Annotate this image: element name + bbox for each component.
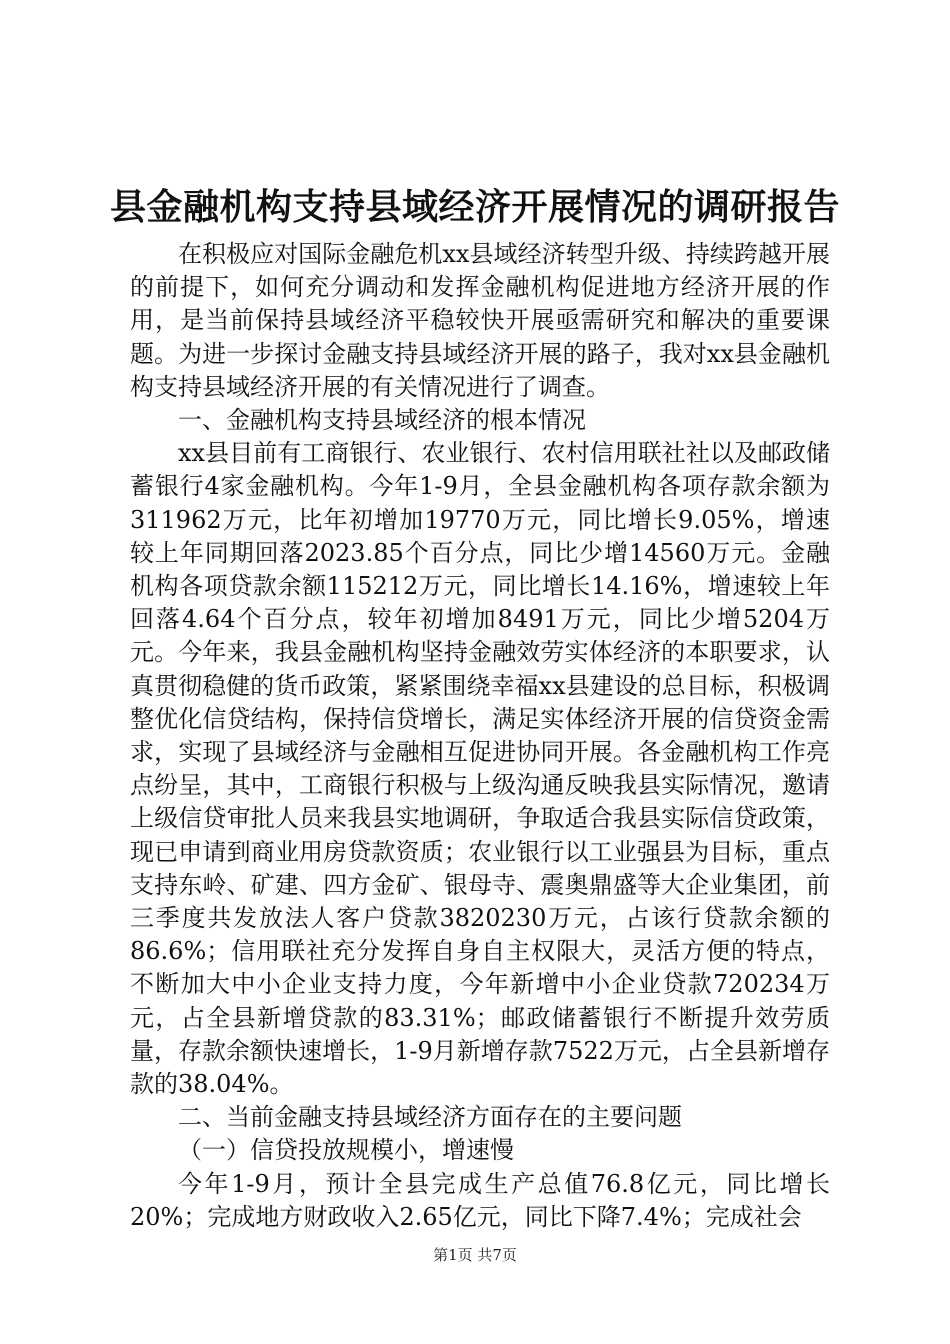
paragraph-intro: 在积极应对国际金融危机xx县域经济转型升级、持续跨越开展的前提下，如何充分调动和发挥金融机构促进地方经济开展的作用，是当前保持县域经济平稳较快开展亟需研究和解决的重要课题。为进一步探讨金融支持县域经济开展的路子，我对xx县金融机构支持县域经济开展的有关情况进行了调查。 bbox=[130, 240, 830, 401]
document-title: 县金融机构支持县域经济开展情况的调研报告 bbox=[109, 187, 840, 228]
page-indicator: 第1页 共7页 bbox=[433, 1246, 517, 1264]
paragraph-basic-situation: xx县目前有工商银行、农业银行、农村信用联社社以及邮政储蓄银行4家金融机构。今年1-9月，全县金融机构各项存款余额为311962万元，比年初增加19770万元，同比增长9.05%，增速较上年同期回落2023.85个百分点，同比少增14560万元。金融机构各项贷款余额115212万元，同比增长14.16%，增速较上年回落4.64个百分点，较年初增加8491万元，同比少增5204万元。今年来，我县金融机构坚持金融效劳实体经济的本职要求，认真贯彻稳健的货币政策，紧紧围绕幸福xx县建设的总目标，积极调整优化信贷结构，保持信贷增长，满足实体经济开展的信贷资金需求，实现了县域经济与金融相互促进协同开展。各金融机构工作亮点纷呈，其中，工商银行积极与上级沟通反映我县实际情况，邀请上级信贷审批人员来我县实地调研，争取适合我县实际信贷政策，现已申请到商业用房贷款资质；农业银行以工业强县为目标，重点支持东岭、矿建、四方金矿、银母寺、震奥鼎盛等大企业集团，前三季度共发放法人客户贷款3820230万元，占该行贷款余额的86.6%；信用联社充分发挥自身自主权限大，灵活方便的特点，不断加大中小企业支持力度，今年新增中小企业贷款720234万元，占全县新增贷款的83.31%；邮政储蓄银行不断提升效劳质量，存款余额快速增长，1-9月新增存款7522万元，占全县新增存款的38.04%。 bbox=[130, 439, 830, 1099]
document-body bbox=[130, 238, 830, 1234]
section-heading-1: 一、金融机构支持县域经济的根本情况 bbox=[178, 406, 586, 435]
subsection-heading-1: （一）信贷投放规模小，增速慢 bbox=[178, 1136, 514, 1165]
section-heading-2: 二、当前金融支持县域经济方面存在的主要问题 bbox=[178, 1103, 682, 1132]
paragraph-credit: 今年1-9月，预计全县完成生产总值76.8亿元，同比增长20%；完成地方财政收入2.65亿元，同比下降7.4%；完成社会 bbox=[130, 1169, 830, 1231]
